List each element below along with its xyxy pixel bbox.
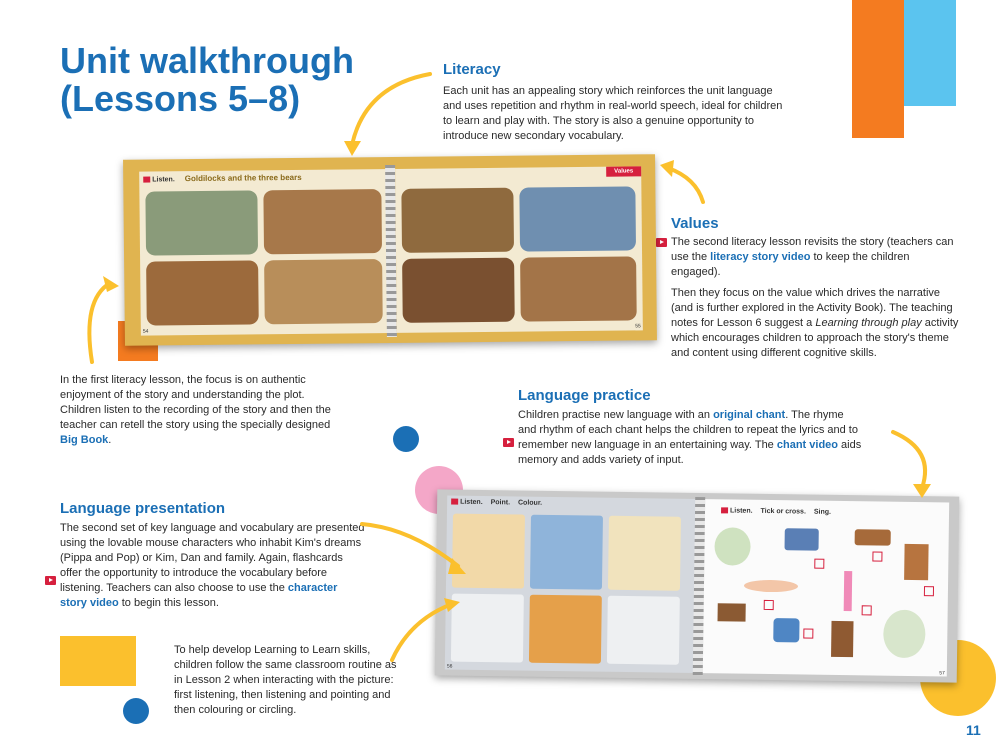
tick-box[interactable]: [764, 600, 774, 610]
values-section: [671, 215, 961, 361]
tick-box[interactable]: [862, 605, 872, 615]
blue-dot-deco-2: [123, 698, 149, 724]
story-book-spread: [123, 154, 657, 346]
story-panel-5: [401, 188, 514, 253]
page-number: 11: [966, 722, 981, 738]
tick-box[interactable]: [803, 628, 813, 638]
video-icon[interactable]: [656, 238, 667, 247]
activity-panel-1: [452, 514, 525, 589]
story-panel-4: [264, 259, 383, 324]
story-panel-3: [146, 260, 259, 325]
literacy-heading: Literacy: [443, 61, 501, 78]
chant-video-link[interactable]: chant video: [776, 439, 838, 451]
story-panel-6: [519, 186, 636, 251]
wardrobe-illustration: [831, 621, 854, 657]
big-book-link[interactable]: Big Book: [60, 434, 109, 446]
arrowhead-values: [660, 160, 674, 177]
language-presentation-heading: Language presentation: [60, 500, 226, 517]
values-tab: Values: [606, 166, 641, 176]
left-instructions: Listen. Point. Colour.: [451, 499, 542, 507]
learning-to-learn-text: To help develop Learning to Learn skills, children follow the same classroom routine as in Lesson 2 when interacting with the picture: first listening, then listening and pointing and then colouring or circling.: [174, 644, 397, 716]
title-line-2: (Lessons 5–8): [60, 78, 301, 119]
arrow-language-practice: [893, 432, 925, 488]
activity-right-page: [703, 499, 949, 676]
listen-instruction: Listen. Goldilocks and the three bears: [143, 173, 301, 184]
story-title: Goldilocks and the three bears: [184, 172, 302, 184]
activity-panel-3: [608, 516, 681, 591]
language-practice-heading: Language practice: [518, 387, 651, 404]
page-title: [60, 42, 354, 118]
child-figure: [714, 527, 751, 565]
activity-panel-6: [607, 596, 680, 665]
tick-box[interactable]: [814, 559, 824, 569]
story-panel-7: [402, 258, 515, 323]
literacy-section: [443, 61, 793, 144]
lightblue-corner-block: [904, 0, 956, 106]
activity-panel-5: [529, 595, 602, 664]
story-panel-2: [263, 189, 382, 254]
story-panel-8: [520, 256, 637, 321]
right-page-number: 57: [939, 670, 945, 677]
orange-corner-block: [852, 0, 904, 138]
character-story-video-link[interactable]: character story video: [60, 582, 338, 609]
arrowhead-literacy: [344, 141, 361, 156]
story-right-page: [395, 166, 643, 333]
story-panel-1: [145, 190, 258, 255]
chest-illustration: [718, 603, 746, 621]
yellow-square-deco: [60, 636, 136, 686]
first-lesson-section: [60, 373, 340, 448]
language-practice-section: [518, 387, 863, 468]
language-presentation-text: The second set of key language and vocabulary are presented using the lovable mouse characters who inhabit Kim's dreams (Pippa and Pop) or Kim, Dan and family. Again, flashcards offer the opportunity to introduce the vocabulary before listening. Teachers can also choose to use the character story video to begin this lesson.: [60, 522, 365, 609]
original-chant-link[interactable]: original chant: [713, 409, 786, 421]
arrowhead-first-lesson: [103, 276, 119, 292]
bookcase-illustration: [904, 544, 929, 580]
story-left-page: [139, 169, 389, 336]
arrow-first-lesson: [89, 283, 110, 362]
right-page-number: 55: [635, 323, 641, 330]
left-page-number: 54: [142, 328, 149, 335]
tick-box[interactable]: [872, 551, 882, 561]
values-paragraph-2: Then they focus on the value which drives the narrative (and is further explored in the Activity Book). The teaching notes for Lesson 6 suggest a Learning through play activity which encourages children to approach the story's theme and content using different cognitive skills.: [671, 287, 959, 359]
table-illustration: [855, 529, 891, 546]
video-icon[interactable]: [45, 576, 56, 585]
armchair-illustration: [773, 618, 799, 642]
activity-book-spread: [435, 489, 960, 682]
language-presentation-section: [60, 500, 365, 611]
arrow-values: [668, 168, 703, 202]
bed-illustration: [785, 528, 819, 550]
lamp-illustration: [844, 571, 853, 611]
literacy-text: Each unit has an appealing story which reinforces the unit language and uses repetition and rhythm in real-world speech, ideal for children to learn and play with. The story is also a genuine opportunity to introduce new secondary vocabulary.: [443, 85, 783, 142]
video-icon[interactable]: [503, 438, 514, 447]
blue-dot-deco: [393, 426, 419, 452]
rug-illustration: [744, 580, 798, 593]
activity-panel-2: [530, 515, 603, 590]
children-figure: [883, 610, 926, 659]
language-practice-text: Children practise new language with an original chant. The rhyme and rhythm of each chant helps the children to repeat the lyrics and to remember new language in an entertaining way. The chant video aids memory and adds variety of input.: [518, 409, 862, 466]
first-lesson-text: In the first literacy lesson, the focus is on authentic enjoyment of the story and understanding the plot. Children listen to the recording of the story and then the teacher can retell the story using the specially designed Big Book.: [60, 374, 331, 446]
activity-panel-4: [451, 594, 524, 663]
values-paragraph-1: The second literacy lesson revisits the story (teachers can use the literacy story video to keep the children engaged).: [671, 236, 954, 278]
arrow-literacy: [352, 74, 430, 145]
title-line-1: Unit walkthrough: [60, 40, 354, 81]
right-instructions: Listen. Tick or cross. Sing.: [721, 507, 831, 516]
tick-box[interactable]: [924, 586, 934, 596]
literacy-story-video-link[interactable]: literacy story video: [710, 251, 811, 263]
left-page-number: 56: [446, 663, 453, 670]
activity-left-page: [445, 496, 697, 673]
values-heading: Values: [671, 215, 719, 232]
learning-to-learn-section: [174, 643, 399, 718]
